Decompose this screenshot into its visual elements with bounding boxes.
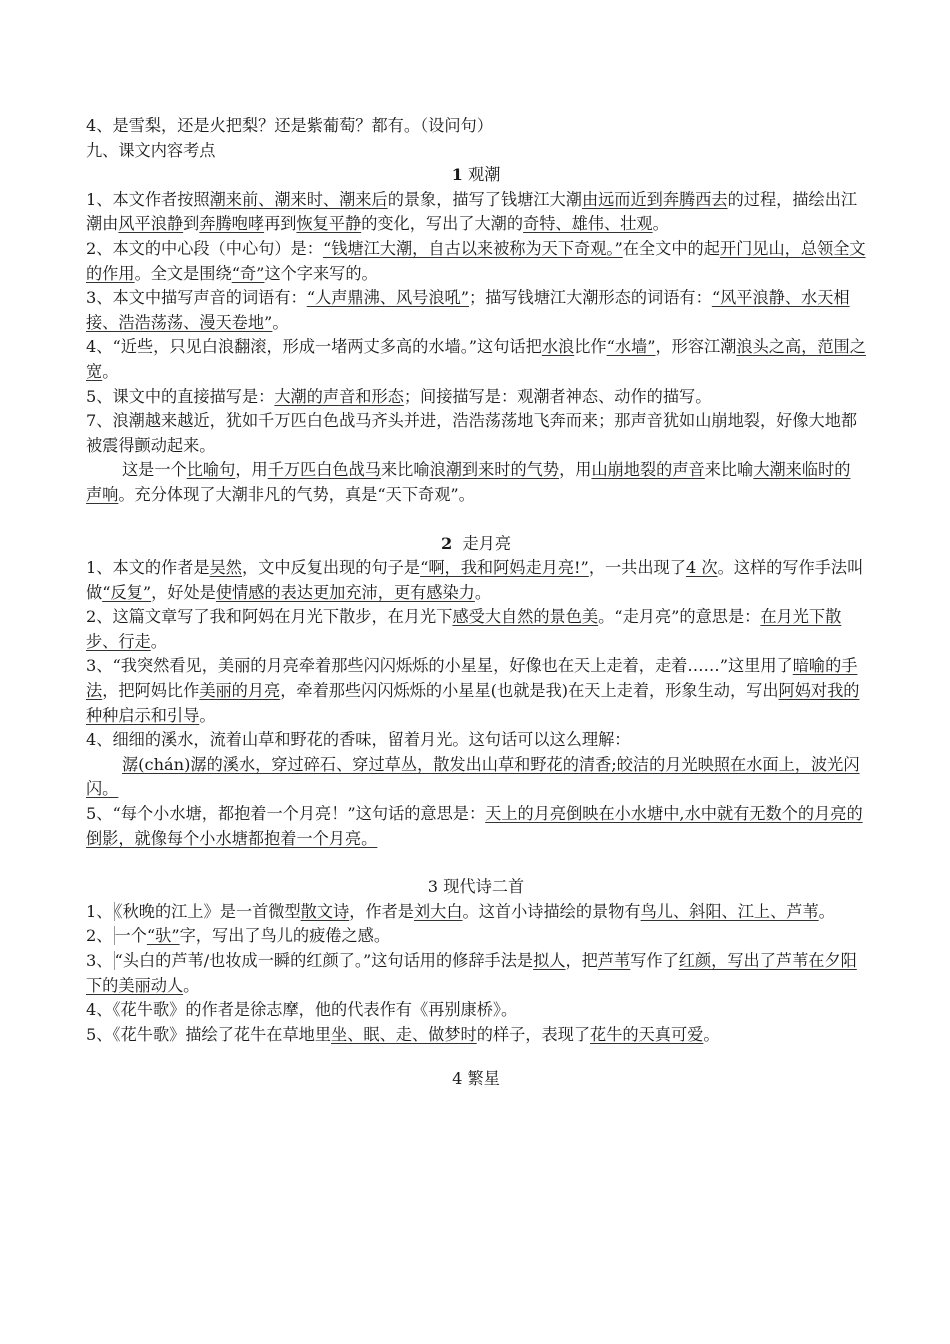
lesson-1-point-7-analysis: 这是一个比喻句，用千万匹白色战马来比喻浪潮到来时的气势，用山崩地裂的声音来比喻大潮来临时的声响。充分体现了大潮非凡的气势，真是“天下奇观”。 [86,460,851,504]
lesson-2-point-3: 3、“我突然看见，美丽的月亮牵着那些闪闪烁烁的小星星，好像也在天上走着，走着……”这里用了暗喻的手法，把阿妈比作美丽的月亮，牵着那些闪闪烁烁的小星星(也就是我)在天上走着，形象生动，写出阿妈对我的种种启示和引导。 [86,656,860,725]
lesson-1-point-7: 7、浪潮越来越近，犹如千万匹白色战马齐头并进，浩浩荡荡地飞奔而来；那声音犹如山崩地裂，好像大地都被震得颤动起来。 [86,411,858,455]
lesson-1-heading: 1 观潮 [451,165,501,185]
lesson-3-heading: 3 现代诗二首 [427,877,525,897]
question-4: 4、是雪梨，还是火把梨？还是紫葡萄？都有。（设问句） [86,116,493,135]
lesson-2-point-2: 2、这篇文章写了我和阿妈在月光下散步，在月光下感受大自然的景色美。“走月亮”的意思是：在月光下散步、行走。 [86,607,842,651]
lesson-3-point-3: 3、 “头白的芦苇/也妆成一瞬的红颜了。”这句话用的修辞手法是拟人，把芦苇写作了红颜，写出了芦苇在夕阳下的美丽动人。 [86,951,857,995]
lesson-1-point-2: 2、本文的中心段（中心句）是：“钱塘江大潮，自古以来被称为天下奇观。”在全文中的起开门见山，总领全文的作用。全文是围绕“奇”这个字来写的。 [86,238,866,283]
section-spacer [86,851,866,875]
lesson-2-point-1: 1、本文的作者是吴然，文中反复出现的句子是“啊，我和阿妈走月亮!”，一共出现了4 次。这样的写作手法叫做“反复”，好处是使情感的表达更加充沛，更有感染力。 [86,558,864,602]
section-spacer [86,1047,866,1067]
lesson-3-point-5: 5、《花牛歌》描绘了花牛在草地里坐、眠、走、做梦时的样子，表现了花牛的天真可爱。 [86,1024,720,1044]
lesson-1-point-4: 4、“近些，只见白浪翻滚，形成一堵两丈多高的水墙。”这句话把水浪比作“水墙”，形容江潮浪头之高，范围之宽。 [86,337,866,381]
lesson-2-point-4: 4、细细的溪水，流着山草和野花的香味，留着月光。这句话可以这么理解： [86,730,631,750]
lesson-2-heading: 2 走月亮 [440,533,512,553]
lesson-4-heading: 4 繁星 [452,1069,500,1089]
lesson-2-point-4-explanation: 潺(chán)潺的溪水，穿过碎石、穿过草丛，散发出山草和野花的清香;皎洁的月光映照在水面上，波光闪闪。 [86,754,860,799]
lesson-3-point-4: 4、《花牛歌》的作者是徐志摩，他的代表作有《再别康桥》。 [86,1000,518,1020]
lesson-1-point-1: 1、本文作者按照潮来前、潮来时、潮来后的景象，描写了钱塘江大潮由远而近到奔腾西去的过程，描绘出江潮由风平浪静到奔腾咆哮再到恢复平静的变化，写出了大潮的奇特、雄伟、壮观。 [86,189,858,234]
section-spacer [86,508,866,532]
lesson-3-point-1: 1、 《秋晚的江上》是一首微型散文诗，作者是刘大白。这首小诗描绘的景物有鸟儿、斜阳、江上、芦苇。 [86,901,835,921]
lesson-1-point-3: 3、本文中描写声音的词语有：“人声鼎沸、风号浪吼”；描写钱塘江大潮形态的词语有：“风平浪静、水天相接、浩浩荡荡、漫天卷地”。 [86,288,850,332]
document-content [86,114,866,1092]
lesson-2-point-5: 5、“每个小水塘，都抱着一个月亮！”这句话的意思是：天上的月亮倒映在小水塘中,水中就有无数个的月亮的倒影，就像每个小水塘都抱着一个月亮。 [86,804,863,848]
lesson-3-point-2: 2、 一个“驮”字，写出了鸟儿的疲倦之感。 [86,926,391,946]
lesson-1-point-5: 5、课文中的直接描写是：大潮的声音和形态；间接描写是：观潮者神态、动作的描写。 [86,386,712,406]
section-nine-heading: 九、课文内容考点 [86,140,216,160]
